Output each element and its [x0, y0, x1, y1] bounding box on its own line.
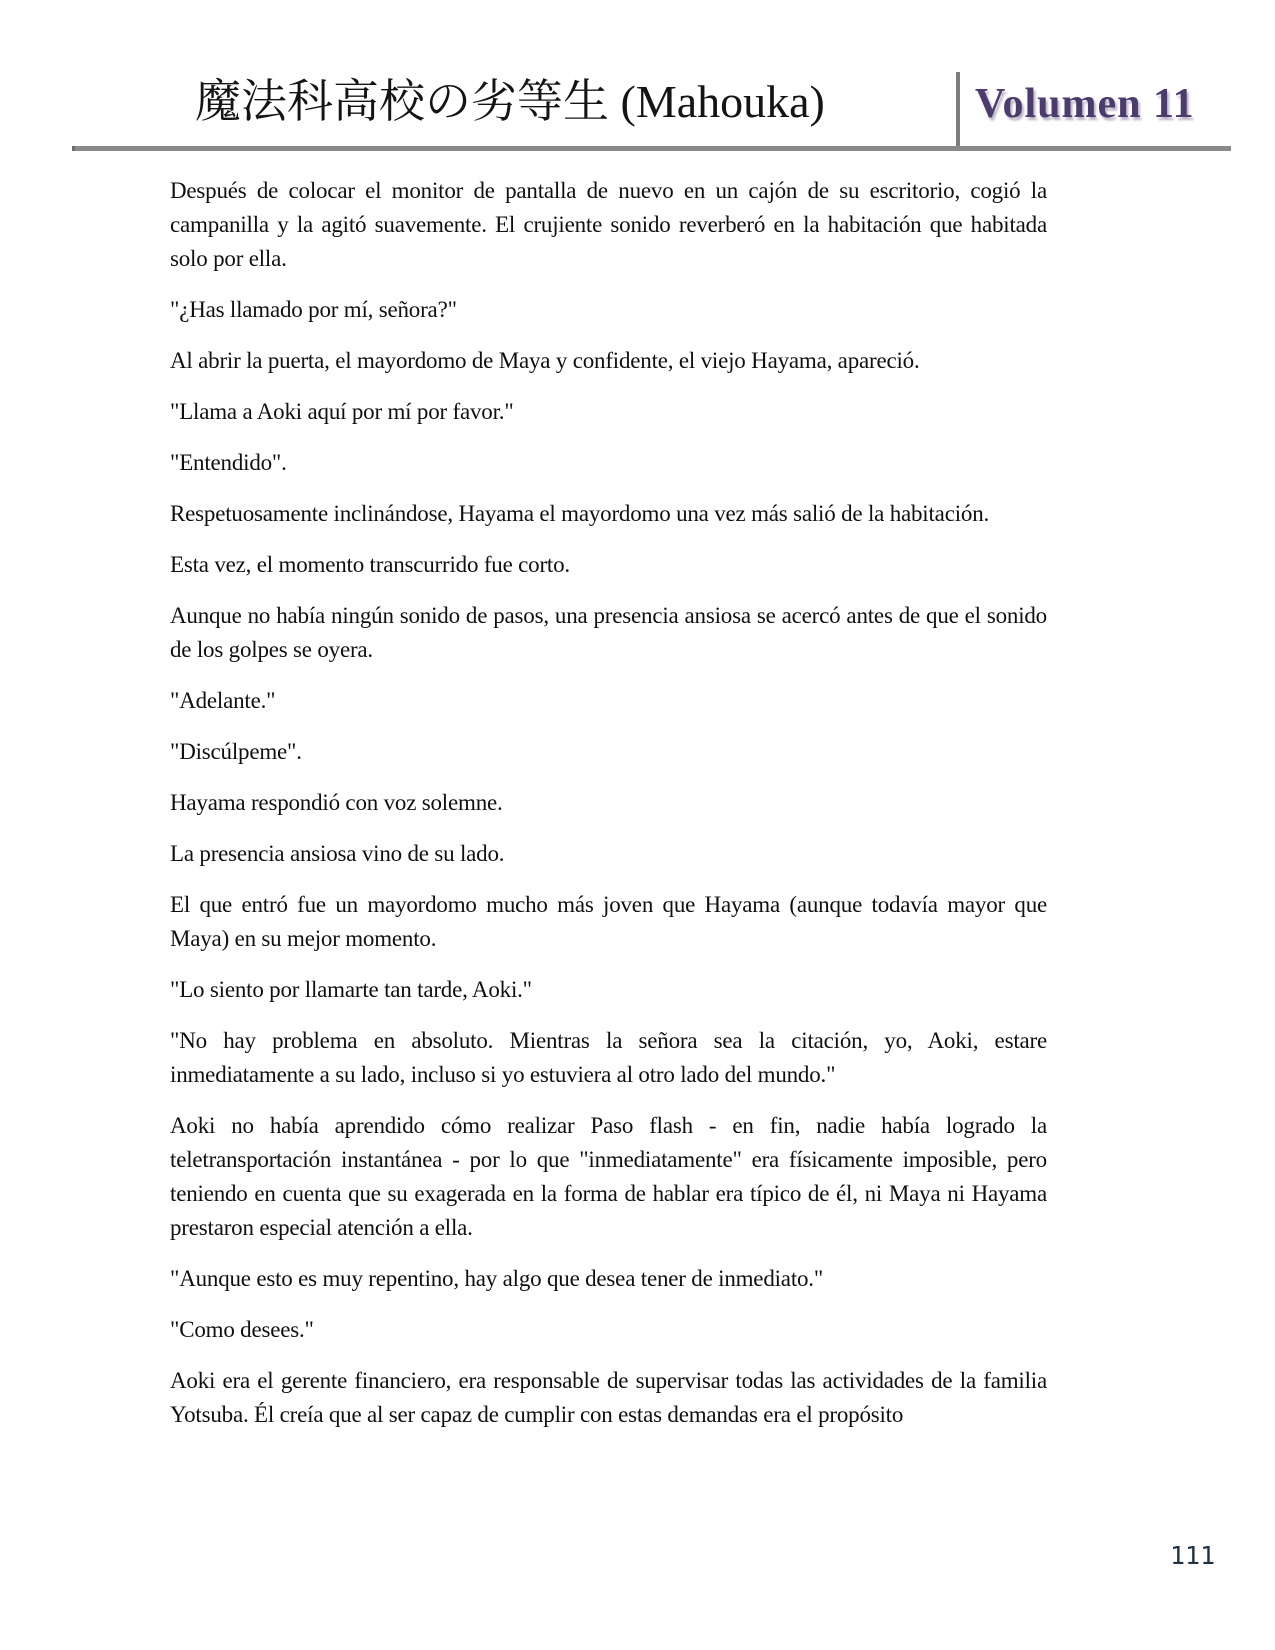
paragraph: Aoki no había aprendido cómo realizar Paso flash - en fin, nadie había logrado la teletransportación instantánea - por lo que "inmediatamente" era físicamente imposible, pero teniendo en cuenta que su exagerada en la forma de hablar era típico de él, ni Maya ni Hayama prestaron especial atención a ella.	[170, 1113, 1047, 1240]
paragraph: Aoki era el gerente financiero, era responsable de supervisar todas las actividades de la familia Yotsuba. Él creía que al ser capaz de cumplir con estas demandas era el propósito	[170, 1368, 1047, 1427]
paragraph: "Lo siento por llamarte tan tarde, Aoki."	[170, 977, 532, 1002]
paragraph: "Como desees."	[170, 1317, 314, 1342]
paragraph: "Aunque esto es muy repentino, hay algo que desea tener de inmediato."	[170, 1266, 824, 1291]
header-divider	[956, 72, 960, 151]
paragraph: Hayama respondió con voz solemne.	[170, 790, 503, 815]
paragraph: "Discúlpeme".	[170, 739, 302, 764]
paragraph: "¿Has llamado por mí, señora?"	[170, 297, 457, 322]
paragraph: "Llama a Aoki aquí por mí por favor."	[170, 399, 514, 424]
paragraph: Respetuosamente inclinándose, Hayama el mayordomo una vez más salió de la habitación.	[170, 501, 990, 526]
paragraph: La presencia ansiosa vino de su lado.	[170, 841, 505, 866]
paragraph: Aunque no había ningún sonido de pasos, una presencia ansiosa se acercó antes de que el sonido de los golpes se oyera.	[170, 603, 1047, 662]
paragraph: Después de colocar el monitor de pantalla de nuevo en un cajón de su escritorio, cogió la campanilla y la agitó suavemente. El crujiente sonido reverberó en la habitación que habitada solo por ella.	[170, 178, 1047, 271]
document-title: 魔法科高校の劣等生 (Mahouka)	[195, 76, 825, 127]
document-body	[170, 174, 1047, 1449]
paragraph: El que entró fue un mayordomo mucho más joven que Hayama (aunque todavía mayor que Maya) en su mejor momento.	[170, 892, 1047, 951]
paragraph: "Entendido".	[170, 450, 287, 475]
paragraph: Al abrir la puerta, el mayordomo de Maya y confidente, el viejo Hayama, apareció.	[170, 348, 920, 373]
page-number: 111	[1170, 1541, 1216, 1570]
header-rule	[72, 146, 1231, 151]
paragraph: "No hay problema en absoluto. Mientras la señora sea la citación, yo, Aoki, estare inmediatamente a su lado, incluso si yo estuviera al otro lado del mundo."	[170, 1028, 1047, 1087]
volume-label: Volumen 11	[975, 81, 1195, 127]
paragraph: Esta vez, el momento transcurrido fue corto.	[170, 552, 570, 577]
paragraph: "Adelante."	[170, 688, 276, 713]
